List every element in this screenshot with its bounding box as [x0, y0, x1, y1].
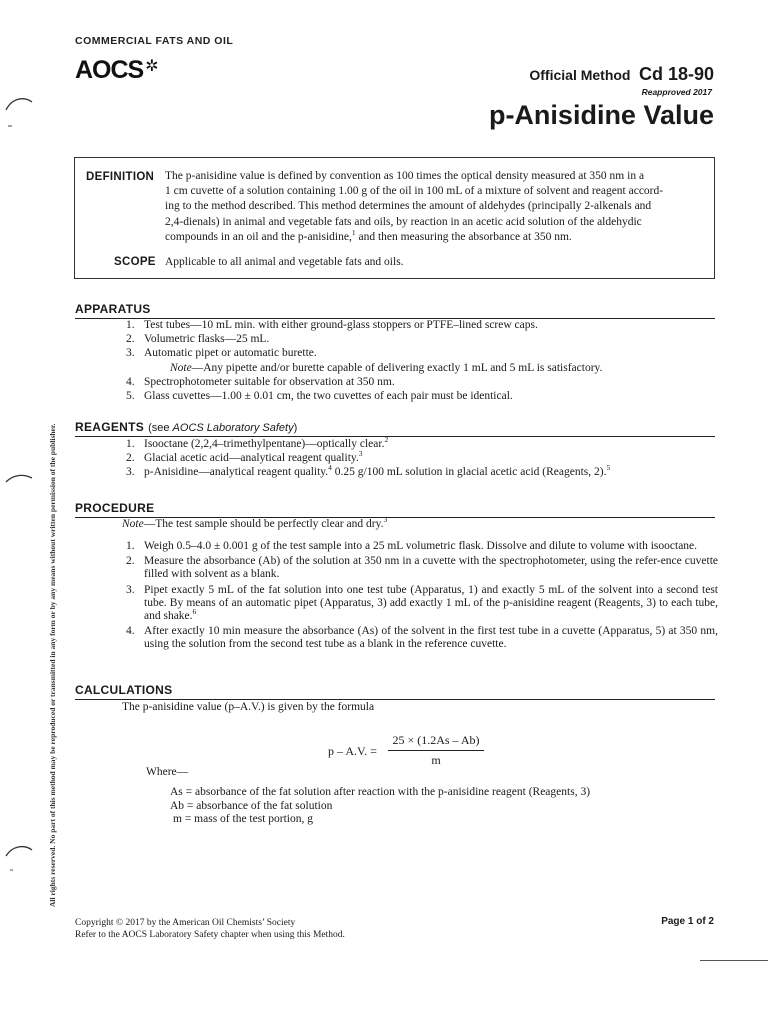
footnote-ref: 3 — [383, 515, 388, 525]
note-text: —Any pipette and/or burette capable of delivering exactly 1 mL and 5 mL is satisfactory. — [191, 361, 603, 374]
item-text: Spectrophotometer suitable for observation at 350 nm. — [144, 375, 395, 388]
item-text: After exactly 10 min measure the absorbance (As) of the solvent in the first test tube in a cuvette (Apparatus, 5) at 350 nm, using the solution from the second test tube as a blank in the reference cuvette. — [144, 625, 718, 651]
p-av-formula — [328, 733, 498, 773]
item-number: 1. — [126, 540, 135, 552]
safety-reference: AOCS Laboratory Safety — [172, 422, 294, 434]
procedure-note — [122, 515, 388, 530]
item-text: Automatic pipet or automatic burette. — [144, 347, 317, 360]
scan-mark — [2, 92, 36, 132]
item-number: 3. — [126, 583, 135, 596]
item-number: 5. — [126, 390, 135, 403]
logo-mark-icon: ✲ — [145, 58, 158, 75]
where-label: Where— — [146, 766, 189, 778]
footnote-ref: 4 — [328, 463, 332, 473]
reagents-title-note — [148, 422, 297, 434]
footnote-ref: 2 — [384, 435, 389, 445]
formula-lhs: p – A.V. = — [328, 744, 377, 758]
footnote-ref: 6 — [192, 607, 197, 617]
definition-line — [165, 227, 705, 245]
procedure-heading — [75, 499, 715, 518]
calculations-title: CALCULATIONS — [75, 683, 173, 697]
footer — [75, 917, 345, 941]
item-number: 1. — [126, 319, 135, 331]
list-item — [126, 625, 718, 651]
where-item: m = mass of the test portion, g — [173, 813, 313, 825]
definition-box — [74, 157, 715, 279]
apparatus-heading — [75, 300, 715, 319]
definition-line: 1 cm cuvette of a solution containing 1.00 g of the oil in 100 mL of a mixture of solvent and reagent accord- — [165, 185, 664, 198]
list-item — [126, 449, 718, 465]
definition-line-rest: and then measuring the absorbance at 350 nm. — [355, 230, 572, 243]
page-title: p-Anisidine Value — [488, 100, 714, 130]
item-number: 1. — [126, 438, 135, 450]
safety-line: Refer to the AOCS Laboratory Safety chapter when using this Method. — [75, 930, 345, 940]
calculations-heading — [75, 681, 715, 700]
item-text: Test tubes—10 mL min. with either ground-glass stoppers or PTFE–lined screw caps. — [144, 319, 538, 331]
footer-rule — [700, 960, 768, 961]
series-label: COMMERCIAL FATS AND OIL — [75, 35, 234, 47]
list-item — [126, 555, 718, 581]
scope-text: Applicable to all animal and vegetable fats and oils. — [165, 256, 404, 268]
formula-fraction — [388, 733, 484, 768]
note-suffix: ) — [293, 422, 298, 434]
reagents-heading — [75, 418, 715, 437]
procedure-list — [126, 540, 718, 653]
item-text: Measure the absorbance (Ab) of the solution at 350 nm in a cuvette with the spectrophotometer, using the refer-ence cuvette filled with solvent as a blank. — [144, 555, 718, 581]
note-text: —The test sample should be perfectly clear and dry. — [143, 518, 384, 530]
item-number: 3. — [126, 347, 135, 360]
aocs-logo — [75, 56, 158, 85]
procedure-title: PROCEDURE — [75, 501, 155, 515]
method-code: Cd 18-90 — [638, 64, 714, 84]
apparatus-list — [126, 319, 718, 404]
item-number: 2. — [126, 452, 135, 465]
scope-label: SCOPE — [114, 256, 156, 268]
item-number: 3. — [126, 466, 135, 479]
list-item — [126, 435, 718, 451]
logo-text: AOCS — [75, 56, 144, 84]
scan-mark — [2, 470, 36, 490]
official-method-line — [529, 64, 714, 85]
definition-line: ing to the method described. This method determines the amount of aldehydes (principally 2-alkenals and — [165, 200, 652, 213]
item-text: p-Anisidine—analytical reagent quality. — [144, 466, 329, 479]
note-label: Note — [170, 361, 192, 374]
rights-notice: All rights reserved. No part of this method may be reproduced or transmitted in any form or by any means without written permission of the publisher. — [48, 423, 57, 907]
calculations-intro: The p-anisidine value (p–A.V.) is given by the formula — [122, 701, 375, 713]
item-text: Glacial acetic acid—analytical reagent quality. — [144, 452, 359, 465]
where-item: As = absorbance of the fat solution after reaction with the p-anisidine reagent (Reagents, 3) — [170, 786, 591, 798]
note-prefix: (see — [148, 422, 173, 434]
item-text: Volumetric flasks—25 mL. — [144, 333, 270, 346]
list-item — [126, 390, 718, 403]
footnote-ref: 1 — [351, 227, 356, 237]
scan-mark — [2, 840, 36, 876]
definition-line-text: compounds in an oil and the p-anisidine, — [165, 230, 352, 243]
item-text: Pipet exactly 5 mL of the fat solution into one test tube (Apparatus, 1) and exactly 5 mL of the solvent into a second test tube. By means of an automatic pipet (Apparatus, 3) add exactly 1 mL of the p-anisidine reagent (Reagents, 3) to each tube, and shake. — [144, 583, 718, 623]
footnote-ref: 3 — [358, 449, 363, 459]
item-text-rest: 0.25 g/100 mL solution in glacial acetic acid (Reagents, 2). — [331, 466, 607, 479]
definition-label: DEFINITION — [86, 171, 155, 183]
list-item — [126, 347, 718, 360]
method-prefix: Official Method — [529, 67, 631, 83]
item-text: Isooctane (2,2,4–trimethylpentane)—optically clear. — [144, 438, 385, 450]
formula-denominator: m — [431, 753, 441, 767]
item-number: 2. — [126, 333, 135, 346]
list-item — [126, 333, 718, 346]
list-item — [126, 540, 718, 553]
footnote-ref: 5 — [606, 463, 611, 473]
list-item — [126, 584, 718, 624]
item-number: 2. — [126, 555, 135, 568]
item-text: Glass cuvettes—1.00 ± 0.01 cm, the two cuvettes of each pair must be identical. — [144, 390, 513, 403]
where-item: Ab = absorbance of the fat solution — [170, 799, 333, 812]
where-definitions — [170, 786, 590, 827]
reagents-list — [126, 435, 718, 481]
definition-line: 2,4-dienals) in animal and vegetable fats and oils, by reaction in an acetic acid solution of the aldehydic — [165, 215, 642, 228]
list-item — [126, 319, 718, 332]
definition-text — [165, 169, 705, 245]
apparatus-title: APPARATUS — [75, 302, 151, 316]
definition-line: The p-anisidine value is defined by convention as 100 times the optical density measured at 350 nm in a — [165, 170, 645, 182]
reagents-title: REAGENTS — [75, 420, 145, 434]
item-number: 4. — [126, 625, 135, 638]
reapproved-label: Reapproved 2017 — [641, 87, 712, 97]
list-item — [126, 463, 718, 479]
item-number: 4. — [126, 375, 135, 388]
note-label: Note — [122, 518, 144, 530]
item-text: Weigh 0.5–4.0 ± 0.001 g of the test sample into a 25 mL volumetric flask. Dissolve and dilute to volume with isooctane. — [144, 540, 698, 552]
formula-numerator: 25 × (1.2As – Ab) — [388, 733, 484, 751]
apparatus-note — [126, 362, 718, 375]
list-item — [126, 376, 718, 389]
page-number: Page 1 of 2 — [661, 916, 714, 927]
copyright-line: Copyright © 2017 by the American Oil Chemists’ Society — [75, 918, 296, 928]
